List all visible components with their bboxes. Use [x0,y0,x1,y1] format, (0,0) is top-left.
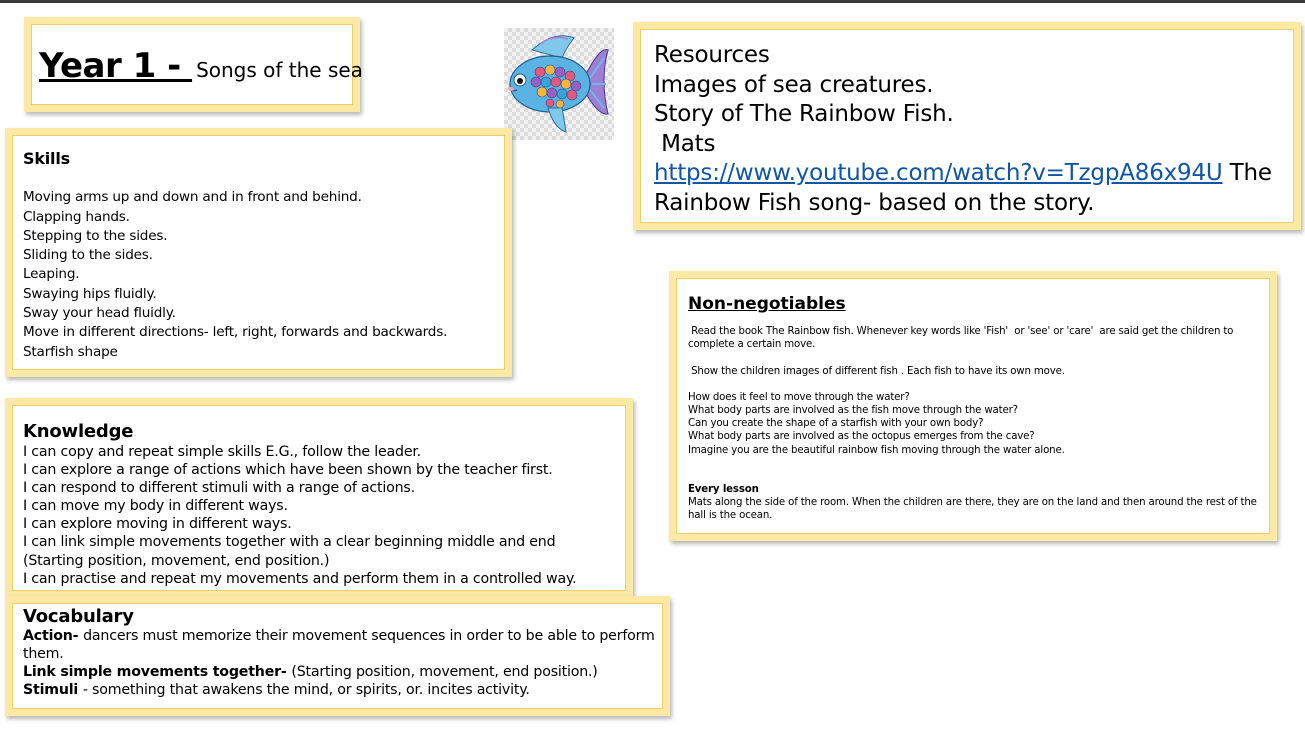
skill-item: Starfish shape [23,343,118,360]
title-box [24,17,363,112]
vocabulary-entry [23,663,657,681]
rainbow-fish-image [504,28,614,140]
vocabulary-term: Link simple movements together- [23,664,292,681]
vocabulary-term: Stimuli [23,682,83,699]
knowledge-item: I can explore moving in different ways. [23,516,292,533]
link-description: The Rainbow Fish song- based on the story. [654,160,1272,216]
knowledge-heading: Knowledge [23,421,134,442]
vocabulary-term: Action- [23,628,84,644]
knowledge-box [5,398,633,598]
non-negotiables-box [669,271,1277,541]
vocabulary-box [5,596,670,716]
resources-box [633,22,1301,230]
resources-line: Mats [654,130,716,157]
skill-item: Clapping hands. [23,208,130,225]
page-title [39,46,363,86]
every-lesson-text: Mats along the side of the room. When the children are there, they are on the land and then around the rest of the hall is the ocean. [688,497,1257,522]
resources-content [654,41,1288,218]
vocabulary-definition: (Starting position, movement, end position.) [291,664,598,681]
non-negotiables-para: Show the children images of different fish . Each fish to have its own move. [688,365,1065,377]
skill-item: Leaping. [23,266,80,283]
question-item: How does it feel to move through the water? [688,391,910,403]
skill-item: Swaying hips fluidly. [23,285,157,302]
skills-heading: Skills [23,149,70,168]
non-negotiables-content [688,294,1260,522]
skill-item: Sway your head fluidly. [23,305,176,322]
non-negotiables-heading: Non-negotiables [688,294,846,314]
knowledge-item: I can explore a range of actions which have been shown by the teacher first. [23,462,553,479]
question-item: Can you create the shape of a starfish with your own body? [688,418,984,430]
skills-box [5,128,512,377]
vocabulary-entry [23,681,657,699]
skill-item: Moving arms up and down and in front and behind. [23,189,362,206]
vocabulary-definition: dancers must memorize their movement sequences in order to be able to perform them. [23,628,655,663]
question-item: Imagine you are the beautiful rainbow fish moving through the water alone. [688,444,1065,456]
youtube-link[interactable]: https://www.youtube.com/watch?v=TzgpA86x94U [654,160,1223,186]
rainbow-fish-icon [504,28,614,140]
resources-line: Story of The Rainbow Fish. [654,101,954,127]
knowledge-content [23,421,620,588]
knowledge-item: I can link simple movements together with a clear beginning middle and end (Starting position, movement, end position.) [23,534,556,569]
knowledge-item: I can practise and repeat my movements and perform them in a controlled way. [23,570,577,587]
knowledge-item: I can respond to different stimuli with a range of actions. [23,480,415,497]
question-item: What body parts are involved as the fish move through the water? [688,405,1018,417]
question-item: What body parts are involved as the octopus emerges from the cave? [688,431,1035,443]
title-year: Year 1 - [39,46,193,86]
vocabulary-content [23,607,657,699]
skills-content [23,149,499,362]
knowledge-item: I can copy and repeat simple skills E.G., follow the leader. [23,444,421,460]
non-negotiables-para: Read the book The Rainbow fish. Whenever key words like 'Fish' or 'see' or 'care' are said get the children to complete a certain move. [688,326,1237,351]
top-bar [0,0,1305,3]
knowledge-item: I can move my body in different ways. [23,498,288,515]
skill-item: Stepping to the sides. [23,227,168,244]
vocabulary-definition: - something that awakens the mind, or spirits, or. incites activity. [82,682,530,699]
resources-link-line [654,159,1288,218]
resources-heading: Resources [654,42,770,68]
skill-item: Move in different directions- left, right, forwards and backwards. [23,324,448,341]
vocabulary-heading: Vocabulary [23,606,134,627]
every-lesson-heading: Every lesson [688,483,759,495]
title-topic: Songs of the sea [196,58,363,82]
resources-line: Images of sea creatures. [654,71,934,98]
skill-item: Sliding to the sides. [23,247,153,264]
vocabulary-entry [23,627,657,663]
